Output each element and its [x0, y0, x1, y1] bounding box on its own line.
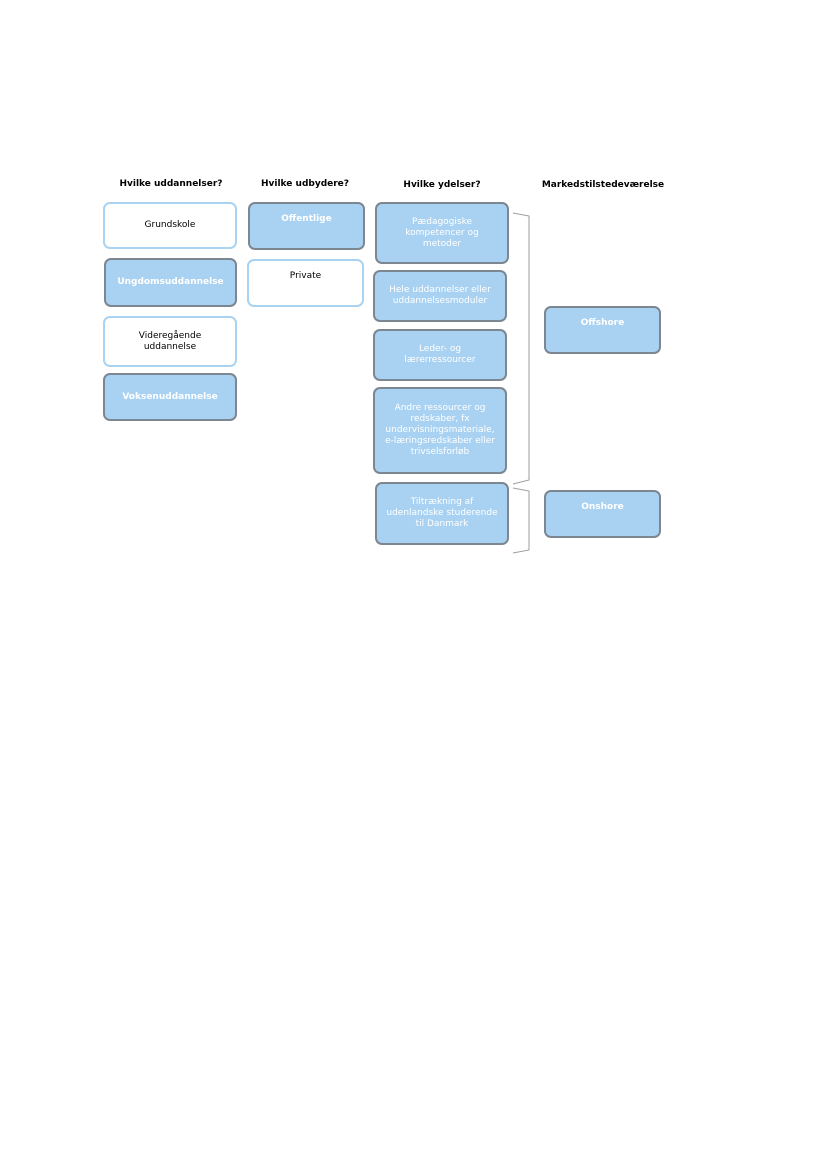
box-grundskole-label: Grundskole: [144, 220, 196, 230]
header-services: Hvilke ydelser?: [403, 180, 481, 190]
box-tiltraekning-label: Tiltrækning af udenlandske studerende til Danmark: [386, 497, 498, 529]
box-voksenuddannelse-label: Voksenuddannelse: [122, 391, 218, 402]
box-videregaaende-label: Videregående uddannelse: [138, 330, 202, 352]
box-andre-label: Andre ressourcer og redskaber, fx undervisningsmateriale, e-læringsredskaber eller trivselsforløb: [384, 403, 496, 457]
box-onshore-label: Onshore: [581, 502, 624, 512]
box-offshore-label: Offshore: [580, 318, 625, 328]
box-private-label: Private: [289, 271, 322, 281]
box-paedagogiske-label: Pædagogiske kompetencer og metoder: [405, 216, 479, 249]
bracket-onshore: [513, 488, 529, 553]
header-education: Hvilke uddannelser?: [119, 179, 223, 189]
box-offentlige-label: Offentlige: [281, 214, 332, 224]
box-hele-label: Hele uddannelser eller uddannelsesmoduler: [389, 285, 491, 306]
box-ungdomsuddannelse-label: Ungdomsuddannelse: [117, 277, 224, 287]
box-leder-label: Leder- og lærerressourcer: [404, 344, 476, 365]
header-providers: Hvilke udbydere?: [260, 179, 350, 189]
header-market: Markedstilstedeværelse: [541, 180, 665, 190]
bracket-offshore: [513, 213, 529, 484]
